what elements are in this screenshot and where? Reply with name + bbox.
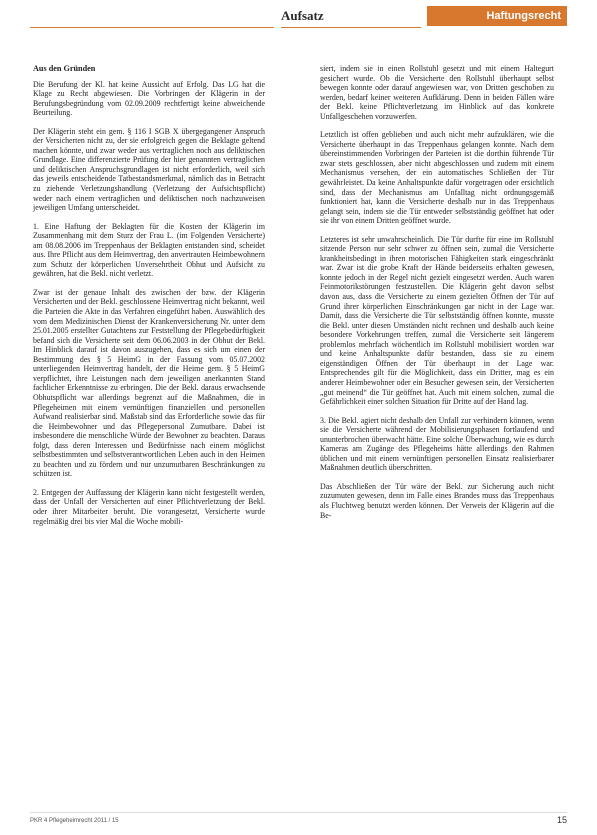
category-badge: Haftungsrecht: [427, 6, 567, 26]
paragraph: 1. Eine Haftung der Beklagten für die Kosten der Klägerin im Zusammenhang mit dem Sturz der Frau L. (im Folgenden Versicherte) am 08.08.2006 im Treppenhaus der Beklagten entstanden sind, scheidet aus. Ihre Pflicht aus dem Heimvertrag, den anvertrauten Heimbewohnern zum Schutz der körperlichen Unversehrtheit Obhut und Aufsicht zu gewähren, hat die Bekl. nicht verletzt.: [33, 221, 265, 279]
section-label: Aufsatz: [281, 4, 421, 28]
paragraph: Zwar ist der genaue Inhalt des zwischen der bzw. der Klägerin Versicherten und der Bekl. geschlossene Heimvertrag nicht bekannt, weil die Parteien die Akte in das Verfahren eingeführt haben. Auswählich des vom dem Medizinischen Dienst der Krankenversicherung Nr. unter dem 25.01.2005 erstellter Gutachtens zur Feststellung der Pflegebedürftigkeit befand sich die Versicherte seit dem 06.06.2003 in der Obhut der Bekl. Im Hinblick darauf ist davon auszugehen, dass es sich um einen der Bestimmung des § 5 HeimG in der Fassung vom 05.07.2002 unterliegenden Heimvertrag handelt, der die Heime gem. § 5 HeimG verpflichtet, ihre Leistungen nach dem jeweiligen anerkannten Stand fachlicher Erkenntnisse zu erbringen. Die der Bekl. daraus erwachsende Obhutspflicht war allerdings begrenzt auf die Maßnahmen, die in Pflegeheimen mit einem vernünftigen finanziellen und personellen Aufwand realisierbar sind. Maßstab sind das Erforderliche sowie das für die Heimbewohner und das Pflegepersonal Zumutbare. Dabei ist insbesondere die menschliche Würde der Bewohner zu beachten. Daraus folgt, dass deren Interessen und Bedürfnisse nach einem möglichst selbstbestimmten und selbstverantwortlichen Leben auch in den Heimen zu beachten und zu fördern und nur unzumutbaren Beschränkungen zu schützen ist.: [33, 287, 265, 479]
paragraph: siert, indem sie in einen Rollstuhl gesetzt und mit einem Haltegurt gesichert wurde. Ob die Versicherte den Rollstuhl überhaupt selbst bewegen konnte oder darauf angewiesen war, von Dritten geschoben zu werden, bedarf keiner weiteren Aufklärung. Denn in beiden Fällen wäre der Bekl. keine Pflichtverletzung im Hinblick auf das konkrete Unfallgeschehen vorzuwerfen.: [320, 64, 554, 121]
header-rule-right: [281, 27, 421, 28]
paragraph: 2. Entgegen der Auffassung der Klägerin kann nicht festgestellt werden, dass der Unfall der Versicherten auf einer Pflichtverletzung der Bekl. oder ihrer Mitarbeiter beruht. Die vorangesetzt, Versicherte wurde regelmäßig drei bis vier Mal die Woche mobili-: [33, 487, 265, 526]
right-column: [320, 64, 554, 529]
paragraph: Letztlich ist offen geblieben und auch nicht mehr aufzuklären, wie die Versicherte überhaupt in das Treppenhaus gelangen konnte. Nach dem übereinstimmenden Vorbringen der Parteien ist die dorthin führende Tür zwar stets geschlossen, aber nicht abgeschlossen und zudem mit einem Mechanismus versehen, der ein automatisches Schließen der Tür gewährleistet. Da keine Anhaltspunkte dafür vorgetragen oder ersichtlich sind, dass der Mechanismus am Unfalltag nicht ordnungsgemäß funktioniert hat, kann die Versicherte deshalb nur in das Treppenhaus gelangt sein, indem sie die Tür entweder selbstständig geöffnet hat oder sie ihr von einem Dritten geöffnet wurde.: [320, 130, 554, 226]
left-column: [33, 64, 265, 535]
journal-citation: PKR 4 Pflegeheimrecht 2011 / 15: [30, 818, 119, 824]
paragraph: Die Berufung der Kl. hat keine Aussicht auf Erfolg. Das LG hat die Klage zu Recht abgewiesen. Die Vorbringen der Klägerin in der Berufungsbegründung vom 02.09.2009 rechtfertigt keine abweichende Beurteilung.: [33, 79, 265, 118]
paragraph: Das Abschließen der Tür wäre der Bekl. zur Sicherung auch nicht zuzumuten gewesen, denn im Falle eines Brandes muss das Treppenhaus als Fluchtweg benutzt werden können. Der Verweis der Klägerin auf die Be-: [320, 481, 554, 520]
paragraph: Letzteres ist sehr unwahrscheinlich. Die Tür durfte für eine im Rollstuhl sitzende Person nur sehr schwer zu öffnen sein, zumal die Versicherte krankheitsbedingt in ihren motorischen Fähigkeiten stark eingeschränkt war. Zwar ist die grobe Kraft der Hände beiderseits erhalten gewesen, konnte jedoch in der Regel nicht gezielt eingesetzt werden. Auch waren Feinmotorikstörungen festzustellen. Die Klägerin geht davon selbst davon aus, dass die Versicherte zu einem gezielten Öffnen der Tür auf Grund ihrer körperlichen Einschränkungen gar nicht in der Lage war. Damit, dass die Versicherte die Tür selbstständig öffnen konnte, musste die Bekl. unter diesen Umständen nicht rechnen und deshalb auch keine besondere Vorkehrungen treffen, zumal die Versicherte seit längerem problemlos mehrfach wöchentlich im Rollstuhl mobilisiert worden war und keine Anhaltspunkte dafür bestanden, dass sie zu einem eigenständigen Öffnen der Tür überhaupt in der Lage war. Entsprechendes gilt für die Möglichkeit, dass ein Dritter, mag es ein anderer Heimbewohner oder ein Besucher gewesen sein, der Versicherten „gut meinend“ die Tür geöffnet hat. Auch mit einem solchen, zumal die Gefährlichkeit einer solchen Situation für Dritte auf der Hand lag.: [320, 234, 554, 407]
paragraph: 3. Die Bekl. agiert nicht deshalb den Unfall zur verhindern können, wenn sie die Versicherte während der Mobilisierungsphasen fortlaufend und ununterbrochen überwacht hätte. Eine solche Überwachung, wie es durch Kameras am Zugänge des Pflegeheims hätte allerdings den Rahmen üblichen und mit einem vernünftigen personellen Einsatz realisierbarer Maßnahmen deutlich überschritten.: [320, 415, 554, 473]
header-rule-left: [30, 27, 274, 28]
page-number: 15: [556, 815, 567, 825]
footer-rule: [30, 812, 567, 813]
paragraph: Der Klägerin steht ein gem. § 116 I SGB X übergegangener Anspruch der Versicherten nicht zu, der sie erfolgreich gegen die Beklagte geltend machen könnte, und zwar weder aus vertraglichen noch aus deliktischen Grundlage. Eine differenzierte Prüfung der hier genannten vertraglichen und deliktischen Anspruchsgrundlagen ist nicht erforderlich, weil sich das jeweils entscheidende Tatbestandsmerkmal, nämlich das in Betracht zu ziehende Verletzungshandlung (Verletzung der Aufsichtspflicht) weder nach einem vertraglichen und deliktischen noch nachzuweisen jeweiligen Umfang unterscheidet.: [33, 126, 265, 213]
section-heading: Aus den Gründen: [33, 64, 96, 73]
